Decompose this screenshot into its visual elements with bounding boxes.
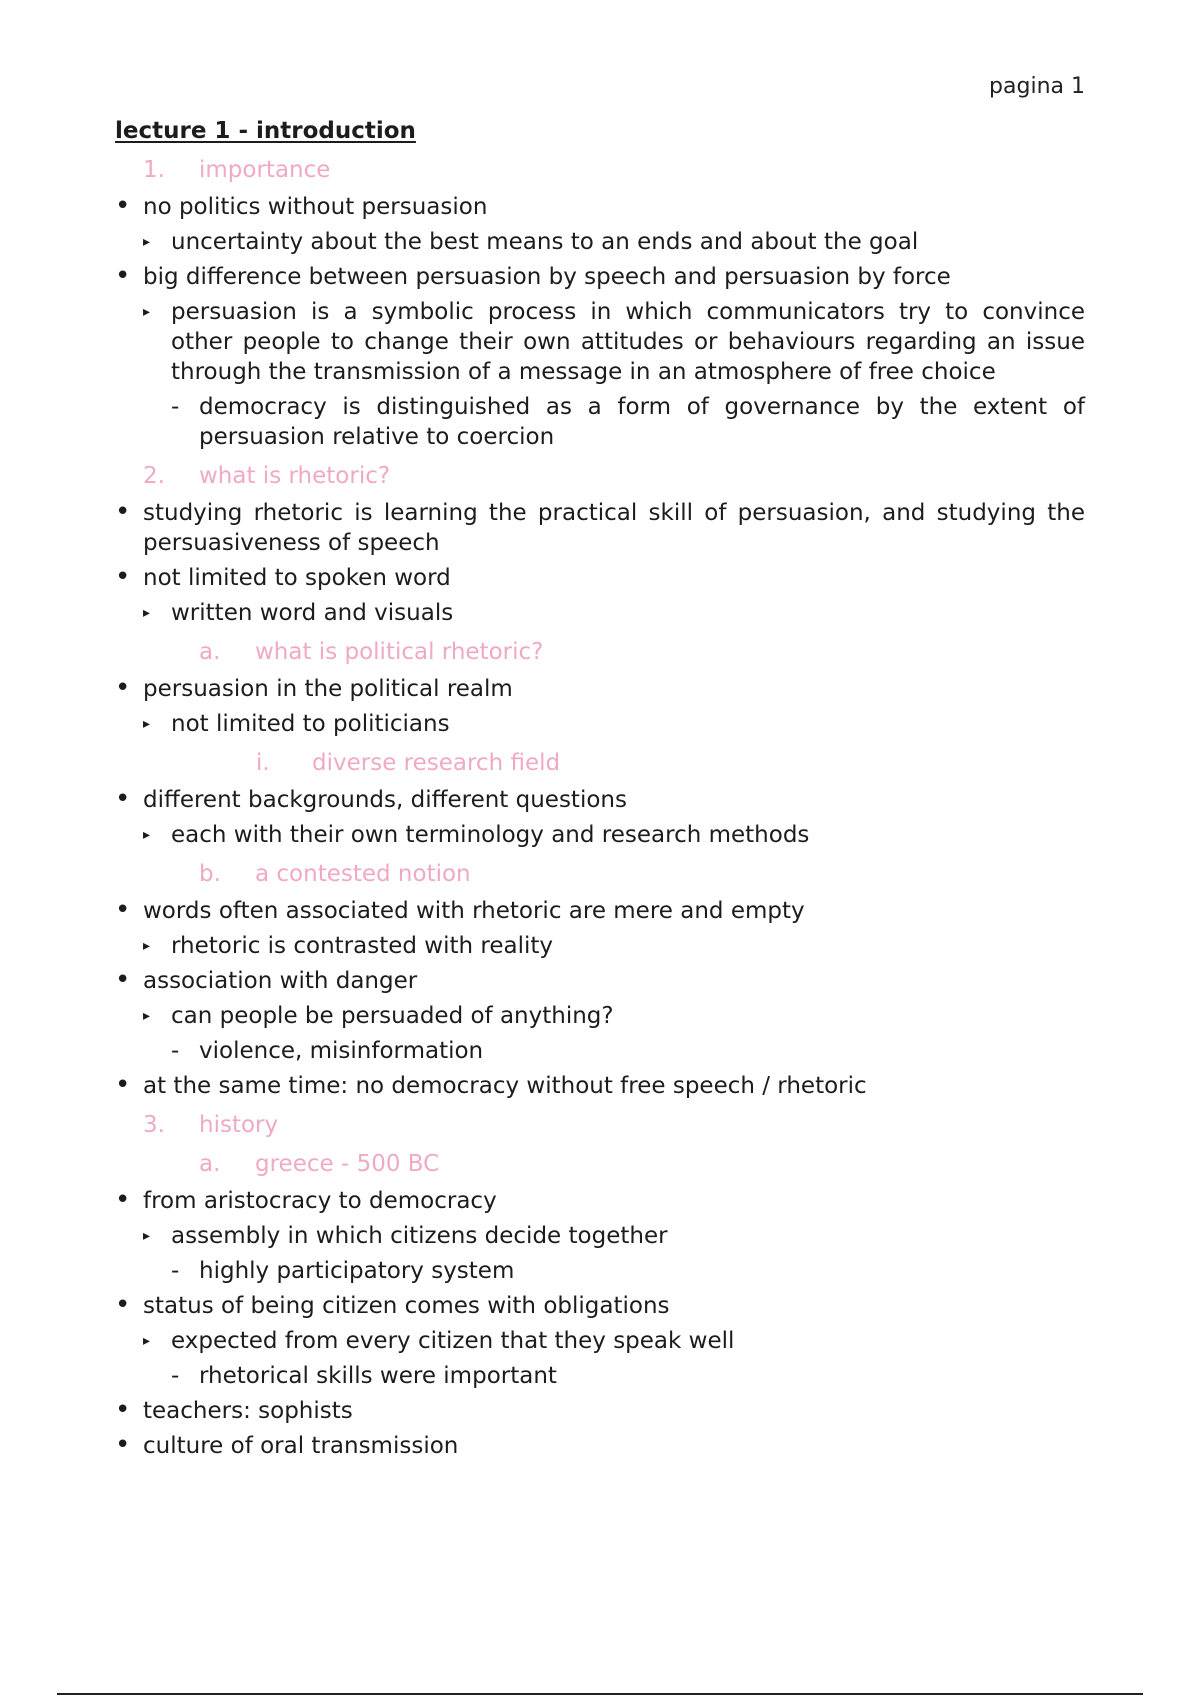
- bullet-icon: •: [115, 191, 131, 221]
- list-item-text: culture of oral transmission: [143, 1433, 459, 1459]
- list-item: [115, 1036, 1085, 1066]
- heading-text: what is political rhetoric?: [255, 639, 544, 665]
- triangle-bullet-icon: ▸: [143, 716, 151, 732]
- list-item: [115, 1396, 1085, 1426]
- list-item-text: from aristocracy to democracy: [143, 1188, 497, 1214]
- list-item-text: not limited to politicians: [171, 711, 450, 737]
- dash-bullet-icon: -: [171, 1258, 180, 1284]
- heading-text: diverse research field: [312, 750, 561, 776]
- heading-number: i.: [256, 750, 270, 776]
- list-item: [115, 931, 1085, 961]
- list-item-text: teachers: sophists: [143, 1398, 353, 1424]
- triangle-bullet-icon: ▸: [143, 234, 151, 250]
- bullet-icon: •: [115, 1185, 131, 1215]
- bullet-icon: •: [115, 1290, 131, 1320]
- list-item-text: written word and visuals: [171, 600, 454, 626]
- bullet-icon: •: [115, 497, 131, 527]
- footer-divider: [57, 1693, 1143, 1695]
- list-item: [115, 896, 1085, 926]
- list-item: [115, 498, 1085, 558]
- page-number: pagina 1: [989, 74, 1085, 99]
- list-item: [115, 966, 1085, 996]
- list-item-text: democracy is distinguished as a form of governance by the extent of persuasion relative to coercion: [199, 394, 1085, 450]
- triangle-bullet-icon: ▸: [143, 827, 151, 843]
- list-item: [115, 262, 1085, 292]
- list-item-text: uncertainty about the best means to an ends and about the goal: [171, 229, 919, 255]
- triangle-bullet-icon: ▸: [143, 304, 151, 320]
- bullet-icon: •: [115, 895, 131, 925]
- triangle-bullet-icon: ▸: [143, 938, 151, 954]
- list-item: [115, 227, 1085, 257]
- section-heading-history: [115, 1110, 1085, 1140]
- list-item-text: no politics without persuasion: [143, 194, 488, 220]
- dash-bullet-icon: -: [171, 1363, 180, 1389]
- list-item-text: assembly in which citizens decide together: [171, 1223, 668, 1249]
- heading-text: history: [199, 1112, 279, 1138]
- subsubsection-heading-diverse-research: [115, 748, 1085, 778]
- page-title: lecture 1 - introduction: [115, 118, 416, 144]
- list-item-text: each with their own terminology and research methods: [171, 822, 810, 848]
- list-item: [115, 1291, 1085, 1321]
- list-item-text: rhetorical skills were important: [199, 1363, 557, 1389]
- heading-text: greece - 500 BC: [255, 1151, 440, 1177]
- document-body: [115, 116, 1085, 1466]
- list-item-text: association with danger: [143, 968, 418, 994]
- list-item: [115, 1186, 1085, 1216]
- list-item: [115, 392, 1085, 452]
- triangle-bullet-icon: ▸: [143, 1333, 151, 1349]
- subsection-heading-political-rhetoric: [115, 637, 1085, 667]
- list-item: [115, 1326, 1085, 1356]
- bullet-icon: •: [115, 673, 131, 703]
- heading-text: what is rhetoric?: [199, 463, 391, 489]
- list-item: [115, 1431, 1085, 1461]
- list-item-text: highly participatory system: [199, 1258, 515, 1284]
- list-item: [115, 785, 1085, 815]
- list-item-text: at the same time: no democracy without free speech / rhetoric: [143, 1073, 867, 1099]
- dash-bullet-icon: -: [171, 1038, 180, 1064]
- bullet-icon: •: [115, 562, 131, 592]
- list-item-text: big difference between persuasion by speech and persuasion by force: [143, 264, 951, 290]
- list-item: [115, 1256, 1085, 1286]
- subsection-heading-contested-notion: [115, 859, 1085, 889]
- heading-number: a.: [199, 639, 221, 665]
- heading-number: a.: [199, 1151, 221, 1177]
- bullet-icon: •: [115, 1395, 131, 1425]
- list-item-text: rhetoric is contrasted with reality: [171, 933, 553, 959]
- bullet-icon: •: [115, 261, 131, 291]
- triangle-bullet-icon: ▸: [143, 605, 151, 621]
- subsection-heading-greece: [115, 1149, 1085, 1179]
- list-item-text: different backgrounds, different questions: [143, 787, 627, 813]
- list-item: [115, 820, 1085, 850]
- heading-text: importance: [199, 157, 331, 183]
- list-item: [115, 1361, 1085, 1391]
- heading-number: 2.: [143, 463, 165, 489]
- list-item-text: expected from every citizen that they speak well: [171, 1328, 735, 1354]
- list-item: [115, 674, 1085, 704]
- section-heading-rhetoric: [115, 461, 1085, 491]
- heading-number: 1.: [143, 157, 165, 183]
- list-item: [115, 1221, 1085, 1251]
- list-item: [115, 563, 1085, 593]
- list-item-text: status of being citizen comes with obligations: [143, 1293, 670, 1319]
- section-heading-importance: [115, 155, 1085, 185]
- dash-bullet-icon: -: [171, 394, 180, 420]
- list-item-text: persuasion is a symbolic process in which communicators try to convince other people to change their own attitudes or behaviours regarding an issue through the transmission of a message in an atmosphere of free choice: [171, 299, 1085, 385]
- list-item: [115, 709, 1085, 739]
- bullet-icon: •: [115, 965, 131, 995]
- list-item: [115, 1071, 1085, 1101]
- bullet-icon: •: [115, 1430, 131, 1460]
- list-item-text: violence, misinformation: [199, 1038, 484, 1064]
- triangle-bullet-icon: ▸: [143, 1008, 151, 1024]
- list-item-text: not limited to spoken word: [143, 565, 451, 591]
- heading-number: b.: [199, 861, 221, 887]
- list-item-text: words often associated with rhetoric are mere and empty: [143, 898, 805, 924]
- list-item-text: persuasion in the political realm: [143, 676, 513, 702]
- list-item: [115, 598, 1085, 628]
- list-item-text: studying rhetoric is learning the practical skill of persuasion, and studying the persuasiveness of speech: [143, 500, 1085, 556]
- list-item: [115, 192, 1085, 222]
- list-item-text: can people be persuaded of anything?: [171, 1003, 614, 1029]
- list-item: [115, 297, 1085, 387]
- heading-number: 3.: [143, 1112, 165, 1138]
- triangle-bullet-icon: ▸: [143, 1228, 151, 1244]
- bullet-icon: •: [115, 784, 131, 814]
- bullet-icon: •: [115, 1070, 131, 1100]
- heading-text: a contested notion: [255, 861, 471, 887]
- list-item: [115, 1001, 1085, 1031]
